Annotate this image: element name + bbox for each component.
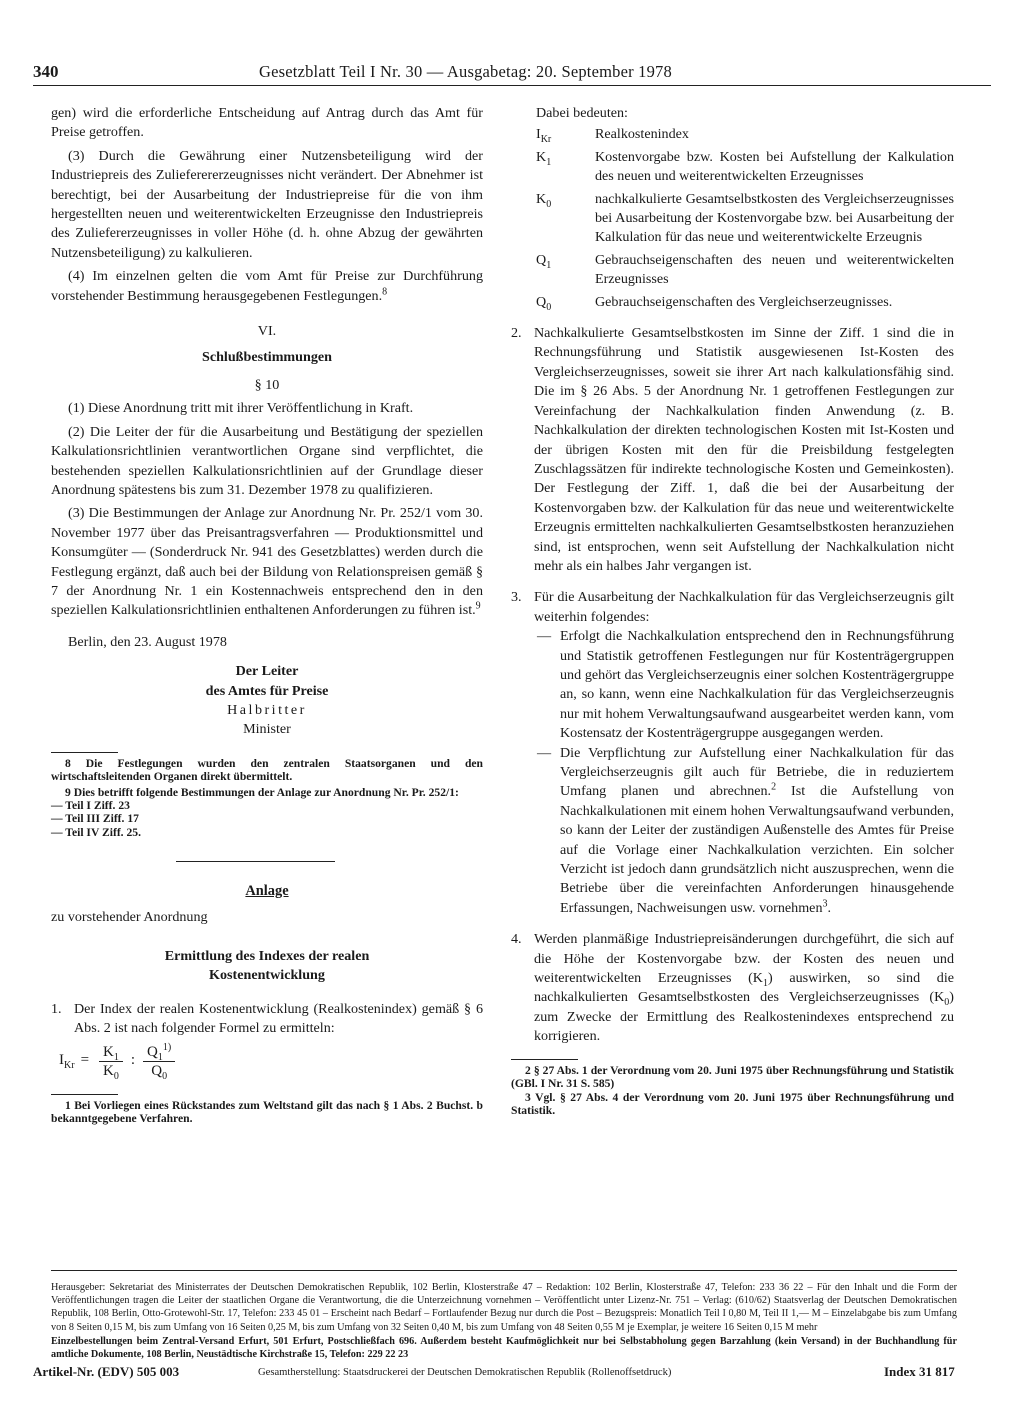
definition-symbol	[536, 251, 595, 290]
paragraph-sign: § 10	[254, 376, 280, 393]
footnote-9-item: — Teil IV Ziff. 25.	[51, 825, 141, 839]
definition-text: Realkostenindex	[595, 126, 689, 143]
definition-symbol	[536, 190, 595, 248]
symbol-letter: Q	[536, 251, 547, 268]
place-date: Berlin, den 23. August 1978	[68, 633, 227, 650]
formula-subscript: Kr	[64, 1060, 75, 1072]
formula-symbol: Q	[147, 1043, 158, 1060]
footnote-rule	[51, 752, 118, 753]
formula-symbol: Q	[151, 1062, 163, 1079]
definition-text: Gebrauchseigenschaften des Vergleichserzeugnisses.	[595, 293, 893, 310]
formula	[59, 1043, 483, 1080]
imprint	[51, 1281, 957, 1361]
formula-subscript: 1	[157, 1051, 163, 1063]
fraction-k	[99, 1043, 123, 1080]
fraction-numerator	[99, 1043, 123, 1062]
imprint-publisher: Herausgeber: Sekretariat des Ministerrates der Deutschen Demokratischen Republik, 102 Berlin, Klosterstraße 47 – Redaktion: 102 Berlin, Klosterstraße 47, Telefon: 233 36 22 – Für den Inhalt und die Form der Veröffentlichungen tragen die Leiter der staatlichen Organe die Verantwortung, die die Unterzeichnung vornehmen – Veröffentlicht unter Lizenz-Nr. 751 – Verlag: (610/62) Staatsverlag der Deutschen Demokratischen Republik, 108 Berlin, Otto-Grotewohl-Str. 17, Telefon: 233 45 01 – Erscheint nach Bedarf – Fortlaufender Bezug nur durch die Post – Bezugspreis: Monatlich Teil I 0,80 M, Teil II 1,— M – Einzelabgabe bis zum Umfang von 8 Seiten 0,15 M, bis zum Umfang von 16 Seiten 0,25 M, bis zum Umfang von 32 Seiten 0,40 M, bis zum Umfang von 48 Seiten 0,55 M je Exemplar, je weitere 16 Seiten 0,15 M mehr	[51, 1282, 957, 1333]
formula-subscript: 0	[113, 1070, 119, 1082]
dash-marker: —	[537, 744, 552, 761]
signature-line-1: Der Leiter	[235, 663, 299, 680]
list-item-4	[511, 930, 954, 1046]
footnotes-left	[51, 757, 483, 839]
dash-item	[534, 627, 954, 743]
fraction-denominator	[99, 1062, 123, 1080]
formula-colon: :	[130, 1052, 136, 1069]
footnote-ref-3: 3	[822, 898, 828, 910]
s10-clause-2: (2) Die Leiter der für die Ausarbeitung und Bestätigung der speziellen Kalkulationsrichtlinien verantwortlichen Organe sind verpflichtet, die bestehenden speziellen Kalkulationsrichtlinien auf der Grundlage dieser Anordnung spätestens bis zum 31. Dezember 1978 zu qualifizieren.	[51, 423, 483, 498]
signatory-name: Halbritter	[227, 701, 307, 718]
dash-item	[534, 744, 954, 919]
symbol-subscript: 1	[762, 977, 768, 989]
formula-symbol: K	[103, 1062, 114, 1079]
header-rule	[33, 85, 991, 86]
paragraph-continuation: gen) wird die erforderliche Entscheidung auf Antrag durch das Amt für Preise getroffen.	[51, 105, 483, 141]
imprint-rule	[51, 1270, 957, 1271]
paragraph-4	[51, 267, 483, 306]
formula-symbol: I	[59, 1052, 64, 1069]
footnote-9-item: — Teil III Ziff. 17	[51, 812, 139, 826]
s10-clause-1: (1) Diese Anordnung tritt mit ihrer Veröffentlichung in Kraft.	[68, 400, 414, 417]
s10-clause-3-text: (3) Die Bestimmungen der Anlage zur Anordnung Nr. Pr. 252/1 vom 30. November 1977 über das Preisantragsverfahren — Produktionsmittel und Konsumgüter — (Sonderdruck Nr. 941 des Gesetzblattes) werden durch die Festlegung ergänzt, daß auch bei der Bildung von Relationspreisen gemäß § 7 der Anordnung Nr. 1 ein Kostennachweis entsprechend den in den speziellen Kalkulationsrichtlinien enthaltenen Anforderungen zu führen ist.	[51, 505, 483, 619]
list-item-3	[511, 588, 954, 918]
list-item-2	[511, 324, 954, 576]
definition-symbol	[536, 293, 595, 312]
item-text-part: Werden planmäßige Industriepreisänderungen durchgeführt, die sich auf die Höhe der Kostenvorgabe bzw. der Kosten des neuen und weiterentwickelten Erzeugnisses (K	[534, 931, 954, 987]
paragraph-4-text: (4) Im einzelnen gelten die vom Amt für Preise zur Durchführung vorstehender Bestimmung herausgegebenen Festlegungen.	[51, 268, 483, 304]
symbol-subscript: Kr	[540, 134, 552, 146]
footnote-9: 9 Dies betrifft folgende Bestimmungen der Anlage zur Anordnung Nr. Pr. 252/1:	[65, 785, 459, 799]
dash-marker: —	[537, 628, 552, 645]
s10-clause-3	[51, 504, 483, 620]
running-header: Gesetzblatt Teil I Nr. 30 — Ausgabetag: 20. September 1978	[259, 62, 672, 81]
definition-text: Gebrauchseigenschaften des neuen und weiterentwickelten Erzeugnisses	[595, 251, 954, 288]
symbol-letter: Q	[536, 293, 547, 310]
dash-item-text: Erfolgt die Nachkalkulation entsprechend den in Rechnungsführung und Statistik getroffenen Festlegungen nur für Kostenträgergruppen und gehört das Vergleichserzeugnis einer solchen Kostenträgergruppe an, so kann, wenn eine Nachkalkulation für das Vergleichserzeugnis nur mit hohem Verwaltungsaufwand ausgearbeitet werden kann, vom Kostensatz der Kostenträgergruppe ausgegangen werden.	[560, 628, 954, 742]
footnote-3: 3 Vgl. § 27 Abs. 4 der Verordnung vom 20. Juni 1975 über Rechnungsführung und Statistik.	[511, 1090, 954, 1117]
footnote-ref-8: 8	[382, 285, 388, 297]
item-text-part: ) zum Zwecke der Ermittlung des Realkostenindexes entsprechend zu korrigieren.	[534, 989, 954, 1045]
formula-equals: =	[80, 1052, 90, 1069]
anlage-heading: Ermittlung des Indexes der realen Kostenentwicklung	[164, 948, 370, 984]
footnote-ref-2: 2	[771, 781, 777, 793]
section-number: VI.	[257, 323, 277, 340]
left-column	[51, 104, 483, 1125]
symbol-letter: K	[536, 148, 547, 165]
definition-item	[536, 125, 954, 144]
signatory-role: Minister	[243, 721, 291, 738]
footnote-9-item: — Teil I Ziff. 23	[51, 799, 130, 812]
anlage-title: Anlage	[245, 883, 289, 900]
footnote-ref-9: 9	[475, 600, 481, 612]
formula-superscript: 1)	[162, 1041, 172, 1053]
list-number: 4.	[511, 931, 522, 948]
formula-subscript: 1	[113, 1051, 119, 1063]
definitions-intro: Dabei bedeuten:	[536, 105, 628, 121]
list-number: 1.	[51, 1000, 62, 1017]
formula-subscript: 0	[162, 1070, 168, 1082]
list-item-text	[534, 930, 954, 1046]
list-number: 2.	[511, 325, 522, 342]
definition-item	[536, 251, 954, 290]
section-title: Schlußbestimmungen	[201, 349, 332, 366]
section-divider	[176, 861, 335, 862]
symbol-subscript: 1	[546, 156, 552, 168]
list-item-text: Der Index der realen Kostenentwicklung (Realkostenindex) gemäß § 6 Abs. 2 ist nach folgender Formel zu ermitteln:	[74, 1000, 483, 1037]
imprint-orders: Einzelbestellungen beim Zentral-Versand Erfurt, 501 Erfurt, Postschließfach 696. Außerdem besteht Kaufmöglichkeit nur bei Selbstabholung gegen Barzahlung (kein Versand) in der Buchhandlung für amtliche Dokumente, 108 Berlin, Neustädtische Kirchstraße 15, Telefon: 229 22 23	[51, 1335, 957, 1361]
footnote-rule	[511, 1059, 578, 1060]
list-item-text: Nachkalkulierte Gesamtselbstkosten im Sinne der Ziff. 1 sind die in Rechnungsführung und Statistik ausgewiesenen Ist-Kosten des Vergleichserzeugnisses, soweit sie ihrer Art nach kalkulationsfähig sind. Die im § 26 Abs. 5 der Anordnung Nr. 1 getroffenen Festlegungen zur Vereinfachung der Nachkalkulation finden Anwendung (z. B. Nachkalkulation der direkten technologischen Kosten mit Ist-Kosten und der übrigen Kosten mit den für die Preisbildung festgelegten Zuschlagssätzen für indirekte technologische Kosten und Gemeinkosten). Der Festlegung der Ziff. 1, daß die bei der Ausarbeitung der Kostenvorgaben bzw. der Kalkulation für das neue und weiterentwickelte Erzeugnis ermittelten nachkalkulierten Gesamtselbstkosten heranzuziehen sind, ist entsprochen, wenn seit Aufstellung der Nachkalkulation nicht mehr als ein halbes Jahr vergangen ist.	[534, 325, 954, 574]
fraction-q	[143, 1043, 175, 1080]
index-number: Index 31 817	[884, 1364, 955, 1379]
footnote-8: 8 Die Festlegungen wurden den zentralen Staatsorganen und den wirtschaftsleitenden Organen direkt übermittelt.	[51, 756, 483, 784]
dash-item-text: Die Verpflichtung zur Aufstellung einer Nachkalkulation für das Vergleichserzeugnis gilt auch für Betriebe, die in reduziertem Umfang planen und abrechnen.$^2$ Ist die Aufstellung von Nachkalkulationen mit einem hohen Verwaltungsaufwand verbunden, so kann der Leiter der zuständigen Außenstelle des Amtes für Preise auf die Vorlage einer Nachkalkulation verzichten. Ein solcher Verzicht ist jedoch dann grundsätzlich nicht auszusprechen, wenn die Betriebe über die vereinfachten Anforderungen hinausgehende Erfassungen, Nachweisungen usw. vornehmen$^3$.	[560, 744, 954, 916]
footnote-2: 2 § 27 Abs. 1 der Verordnung vom 20. Juni 1975 über Rechnungsführung und Statistik (GBl. I Nr. 31 S. 585)	[511, 1063, 954, 1091]
list-number: 3.	[511, 589, 522, 606]
page-number: 340	[33, 62, 59, 81]
signature-line-2: des Amtes für Preise	[205, 682, 329, 699]
definition-symbol	[536, 125, 595, 144]
article-number: Artikel-Nr. (EDV) 505 003	[33, 1364, 180, 1379]
list-item-1	[51, 1000, 483, 1039]
dash-text-part: Ist die Aufstellung von Nachkalkulationen mit einem hohen Verwaltungsaufwand verbunden, so kann der Leiter der zuständigen Außenstelle des Amtes für Preise auf die Vorlage einer Nachkalkulation verzichten. Ein solcher Verzicht ist jedoch dann grundsätzlich nicht auszusprechen, wenn die Betriebe über die vereinfachten Anforderungen hinausgehende Erfassungen, Nachweisungen usw. vornehmen	[560, 783, 954, 916]
definition-symbol	[536, 148, 595, 187]
anlage-subtitle: zu vorstehender Anordnung	[51, 908, 208, 925]
symbol-subscript: 1	[546, 259, 552, 271]
list-item-text: Für die Ausarbeitung der Nachkalkulation für das Vergleichserzeugnis gilt weiterhin folgendes:	[534, 589, 954, 625]
definition-text: Kostenvorgabe bzw. Kosten bei Aufstellung der Kalkulation des neuen und weiterentwickelten Erzeugnisses	[595, 148, 954, 185]
definition-text: nachkalkulierte Gesamtselbstkosten des Vergleichserzeugnisses bei Ausarbeitung der Kostenvorgabe bzw. bei Ausarbeitung der Kalkulation für das neue und weiterentwickelte Erzeugnis	[595, 190, 954, 246]
footnotes-left-2	[51, 1099, 483, 1126]
fraction-numerator	[143, 1043, 175, 1062]
footnotes-right	[511, 1064, 954, 1118]
footnote-1: 1 Bei Vorliegen eines Rückstandes zum Weltstand gilt das nach § 1 Abs. 2 Buchst. b bekanntgegebene Verfahren.	[51, 1098, 483, 1126]
dash-text-part: Die Verpflichtung zur Aufstellung einer Nachkalkulation für das Vergleichserzeugnis gilt auch für Betriebe, die in reduziertem Umfang planen und abrechnen.	[560, 744, 954, 800]
paragraph-3: (3) Durch die Gewährung einer Nutzensbeteiligung wird der Industriepreis des Zulieferererzeugnisses nicht verändert. Der Abnehmer ist berechtigt, bei der Ausarbeitung der Industriepreise für die von ihm hergestellten neuen und weiterentwickelten Erzeugnisse den Industriepreis des Zuliefererzeugnisses in voller Höhe (d. h. ohne Abzug der gewährten Nutzensbeteiligung) zu kalkulieren.	[51, 147, 483, 261]
symbol-subscript: 0	[546, 198, 552, 210]
symbol-letter: I	[536, 126, 541, 143]
fraction-denominator	[147, 1062, 171, 1080]
symbol-subscript: 0	[546, 301, 552, 313]
footnote-rule	[51, 1094, 118, 1095]
production-note: Gesamtherstellung: Staatsdruckerei der Deutschen Demokratischen Republik (Rollenoffsetdruck)	[258, 1367, 672, 1378]
formula-lhs	[59, 1051, 75, 1070]
definition-item	[536, 190, 954, 248]
formula-symbol: K	[103, 1043, 114, 1060]
item-text-part: ) auswirken, so sind die nachkalkulierten Gesamtselbstkosten des Vergleichserzeugnisses (K	[534, 970, 954, 1006]
symbol-letter: K	[536, 190, 547, 207]
symbol-subscript: 0	[944, 997, 950, 1009]
definition-item	[536, 148, 954, 187]
definition-item	[536, 293, 954, 312]
definitions-list	[511, 125, 954, 312]
right-column	[511, 104, 954, 1117]
